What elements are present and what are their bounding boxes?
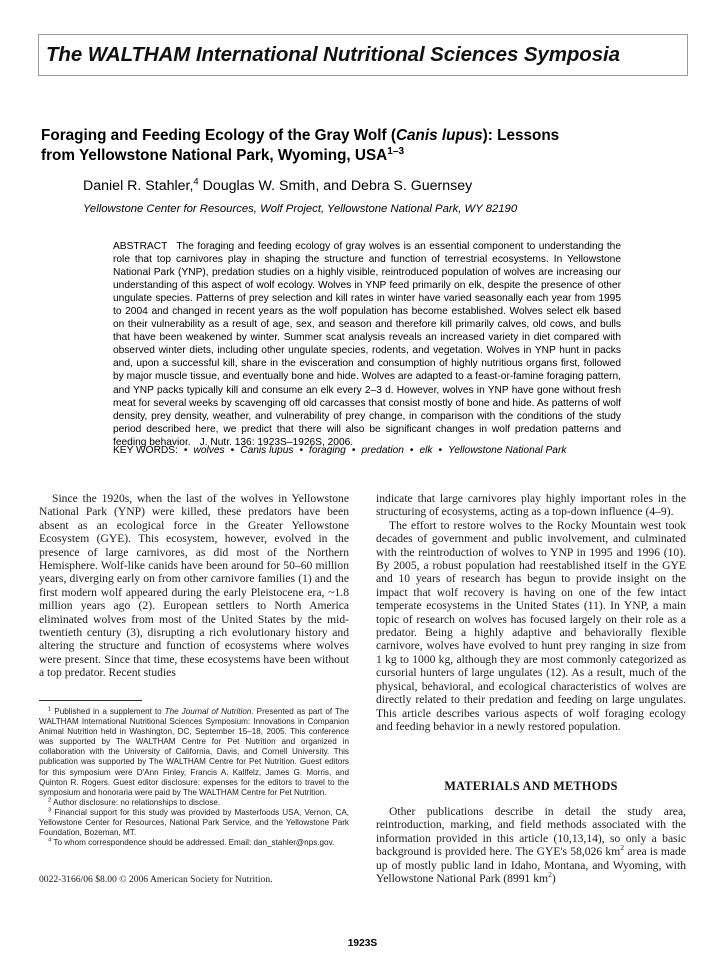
author-first: Daniel R. Stahler,	[83, 178, 194, 194]
footnote-marker: 4	[48, 837, 52, 844]
keyword-bullet-0: •	[183, 445, 188, 456]
author-footnote-marker: 4	[193, 176, 199, 187]
keyword-bullet-2: •	[299, 445, 304, 456]
abstract-body: The foraging and feeding ecology of gray wolves is an essential component to understanding the role that top carnivores play in shaping the structure and function of terrestrial ecosystems. In Yellowstone National Park (YNP), predation studies on a highly visible, reintroduced population of wolves are increasing our understanding of this aspect of wolf ecology. Wolves in YNP feed primarily on elk, despite the presence of other ungulate species. Patterns of prey selection and kill rates in winter have varied seasonally each year from 1995 to 2004 and changed in recent years as the wolf population has become established. Wolves select elk based on their vulnerability as a result of age, sex, and season and therefore kill primarily calves, old cows, and bulls that have been weakened by winter. Summer scat analysis reveals an increased variety in diet compared with observed winter diets, including other ungulate species, rodents, and vegetation. Wolves in YNP hunt in packs and, upon a successful kill, share in the evisceration and consumption of highly nutritious organs first, followed by major muscle tissue, and eventually bone and hide. Wolves are adapted to a feast-or-famine foraging pattern, and YNP packs typically kill and consume an elk every 2–3 d. However, wolves in YNP have gone without fresh meat for several weeks by scavenging off old carcasses that consist mostly of bone and hide. As patterns of wolf density, prey density, weather, and vulnerability of prey change, in comparison with the conditions of the study period described here, we predict that there will also be significant changes in wolf predation patterns and feeding behavior.	[113, 241, 621, 448]
title-footnote-marker: 1–3	[387, 145, 405, 157]
methods-superscript-2: 2	[548, 870, 552, 880]
footnote-marker: 2	[48, 797, 52, 804]
affiliation: Yellowstone Center for Resources, Wolf Project, Yellowstone National Park, WY 82190	[83, 203, 518, 215]
body-paragraph: indicate that large carnivores play highly important roles in the structuring of ecosystems, acting as a top-down influence (4–9).	[376, 492, 686, 519]
methods-body	[376, 805, 686, 885]
page-title	[41, 126, 693, 165]
methods-text-a: Other publications describe in detail the study area, reintroduction, marking, and field methods associated with the information provided in this article (10,13,14), so only a basic background is provided here. The GYE's 58,026 km	[376, 805, 686, 859]
footnote-item	[39, 798, 349, 808]
body-column-right	[376, 492, 686, 733]
keyword-item-5: Yellowstone National Park	[448, 445, 567, 456]
author-rest: Douglas W. Smith, and Debra S. Guernsey	[198, 178, 473, 194]
keyword-bullet-5: •	[438, 445, 443, 456]
methods-text-b: area is made up of mostly public land in Idaho, Montana, and Wyoming, with Yellowstone National Park (8991 km	[376, 845, 686, 886]
footnote-block	[39, 707, 349, 848]
body-paragraph: The effort to restore wolves to the Rocky Mountain west took decades of government and public involvement, and culminated with the reintroduction of wolves to YNP in 1995 and 1996 (10). By 2005, a robust population had reestablished itself in the GYE and 10 years of research has begun to provide insight on the impact that wolf recovery is having on one of the few intact temperate ecosystems in the United States (11). In YNP, a main topic of research on wolves has focused largely on their role as a predator. Being a highly adaptive and behaviorally flexible carnivore, wolves have evolved to hunt prey ranging in size from 1 kg to 1000 kg, although they are most commonly categorized as cursorial hunters of large ungulates (12). As a result, much of the physical, behavioral, and ecological characteristics of wolves are directly related to their predation and feeding on large ungulates. This article describes various aspects of wolf foraging ecology and feeding behavior in a newly restored population.	[376, 518, 686, 733]
keyword-list	[113, 445, 621, 456]
footnote-text-a: Author disclosure: no relationships to disclose.	[53, 797, 221, 807]
title-line-two: from Yellowstone National Park, Wyoming, USA	[41, 146, 388, 164]
footnote-text-b: Presented as part of The WALTHAM International Nutritional Sciences Symposium: Innovations in Companion Animal Nutrition held in Washington, DC, September 15–18, 2005. This conference was supported by The WALTHAM Centre for Pet Nutrition and organized in collaboration with the University of California, Davis, and Cornell University. This publication was supported by The WALTHAM Centre for Pet Nutrition. Guest editors for this symposium were D'Ann Finley, Francis A. Kallfelz, James G. Morris, and Quinton R. Rogers. Guest editor disclosure: expenses for the editors to travel to the symposium and honoraria were paid by The WALTHAM Centre for Pet Nutrition.	[39, 707, 349, 797]
footnote-divider	[39, 700, 142, 701]
footnote-item	[39, 707, 349, 798]
keyword-item-4: elk	[419, 445, 433, 456]
body-paragraph: Since the 1920s, when the last of the wolves in Yellowstone National Park (YNP) were killed, these predators have been absent as an ecological force in the Greater Yellowstone Ecosystem (GYE). This ecosystem, however, evolved in the presence of large carnivores, as did most of the Northern Hemisphere. Wolf-like canids have been around for 50–60 million years, diverging early on from other carnivore families (1) and the first modern wolf appeared during the early Pleistocene era, ~1.8 million years ago (2). European settlers to North America eliminated wolves from most of the United States by the mid-twentieth century (3), disrupting a rich evolutionary history and altering the structure and function of ecosystems where wolves were present. Since that time, these ecosystems have been without a top predator. Recent studies	[39, 492, 349, 680]
footnote-item	[39, 808, 349, 838]
title-species-name: Canis lupus	[395, 127, 483, 144]
keyword-bullet-1: •	[230, 445, 235, 456]
body-column-left	[39, 492, 349, 680]
footnote-italic-a: The Journal of Nutrition.	[164, 707, 254, 716]
series-banner-title: The WALTHAM International Nutritional Sciences Symposia	[46, 43, 620, 66]
abstract-citation: J. Nutr. 136: 1923S–1926S, 2006.	[199, 436, 354, 448]
footnote-text-a: To whom correspondence should be addressed. Email: dan_stahler@nps.gov.	[53, 838, 335, 848]
abstract-label: ABSTRACT	[113, 241, 168, 252]
methods-text-c: )	[551, 872, 556, 886]
footnote-item	[39, 838, 349, 848]
keyword-item-2: foraging	[309, 445, 346, 456]
footnote-marker: 3	[48, 807, 52, 814]
keyword-item-0: wolves	[193, 445, 225, 456]
keyword-item-1: Canis lupus	[240, 445, 294, 456]
series-banner	[38, 34, 688, 76]
body-paragraph	[376, 805, 686, 885]
footnote-text-a: Financial support for this study was provided by Masterfoods USA, Vernon, CA, Yellowstone Center for Resources, National Park Service, and the Yellowstone Park Foundation, Bozeman, MT.	[39, 807, 349, 838]
section-heading-materials-and-methods: MATERIALS AND METHODS	[444, 779, 618, 793]
author-list	[83, 178, 683, 194]
abstract-block	[113, 240, 621, 449]
page-number: 1923S	[347, 938, 378, 949]
footnote-marker: 1	[48, 706, 52, 713]
keyword-bullet-3: •	[351, 445, 356, 456]
keyword-item-3: predation	[361, 445, 404, 456]
copyright-line: 0022-3166/06 $8.00 © 2006 American Society for Nutrition.	[39, 874, 273, 885]
title-text-part1: Foraging and Feeding Ecology of the Gray Wolf (	[41, 127, 396, 144]
keyword-bullet-4: •	[409, 445, 414, 456]
methods-superscript-1: 2	[620, 843, 625, 853]
title-text-part2: ): Lessons	[482, 127, 560, 144]
keywords-label: KEY WORDS:	[113, 445, 178, 456]
footnote-text-a: Published in a supplement to	[54, 707, 165, 716]
